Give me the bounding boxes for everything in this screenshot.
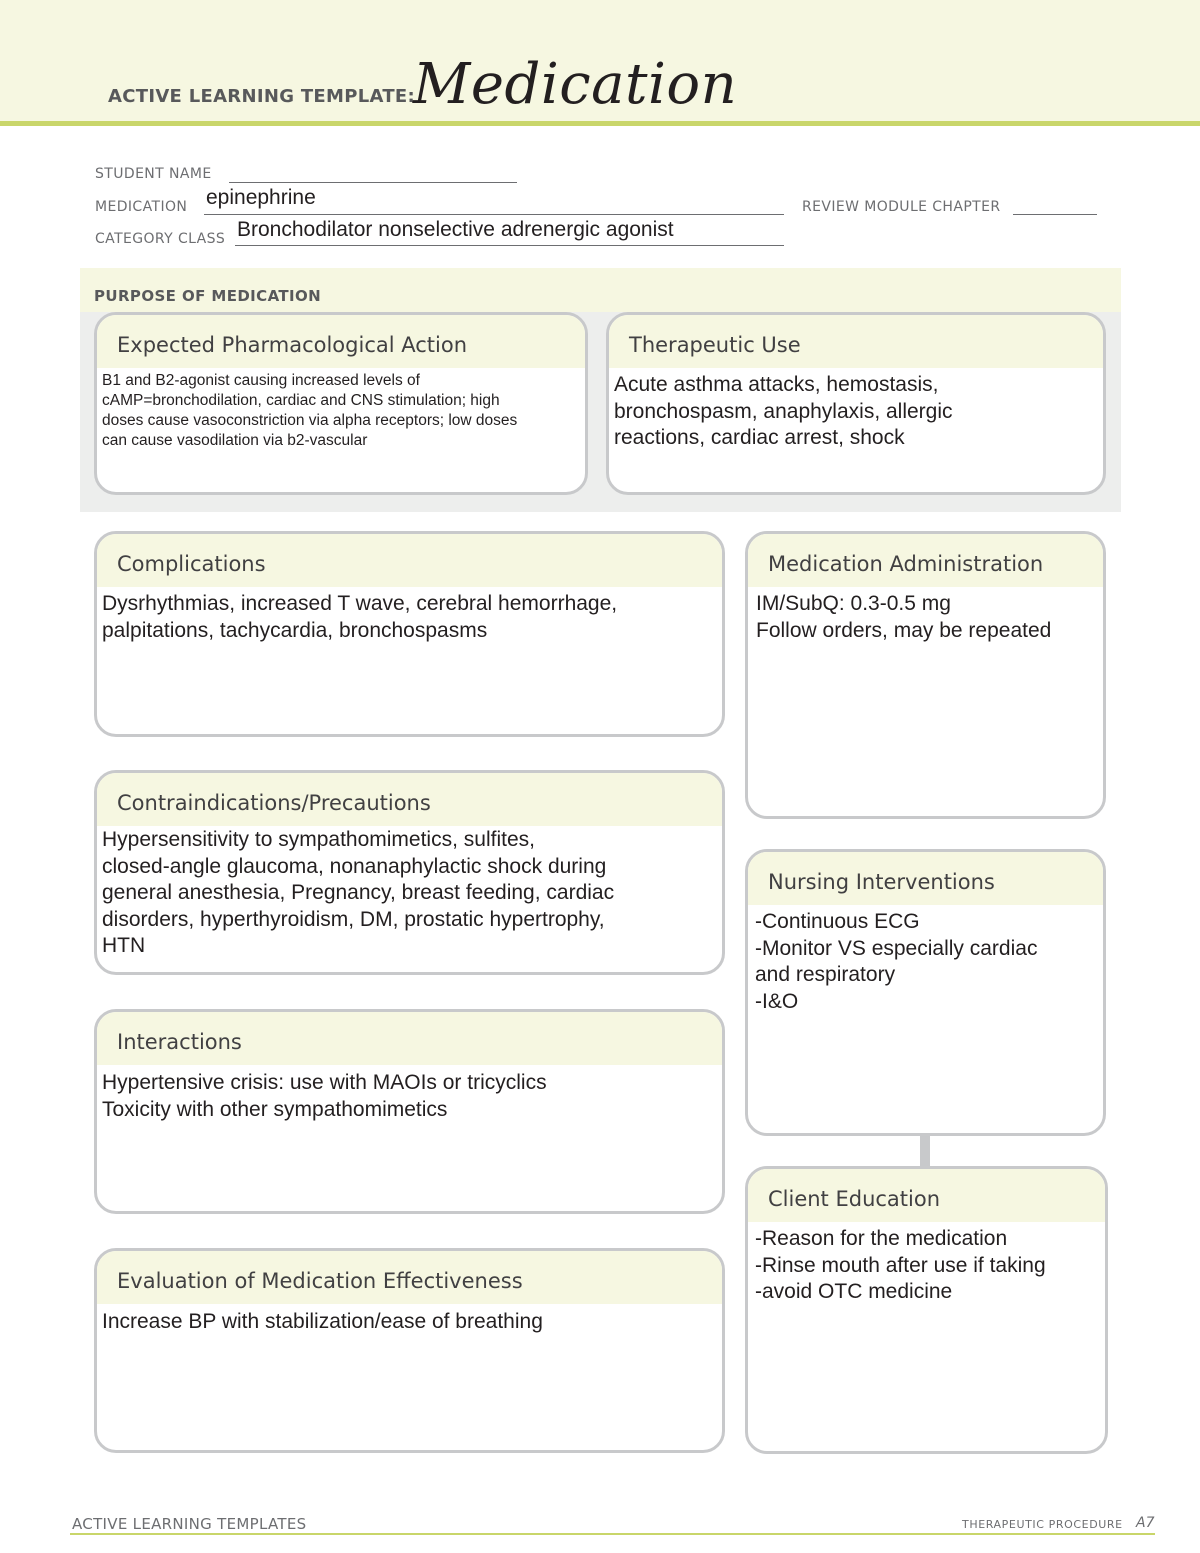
text-line: Toxicity with other sympathomimetics [102,1097,448,1121]
student-name-field[interactable] [229,182,517,183]
medication-field[interactable] [204,214,784,215]
text-line: general anesthesia, Pregnancy, breast feeding, cardiac [102,881,615,904]
evaluation-title: Evaluation of Medication Effectiveness [97,1251,722,1304]
expected-action-card [94,312,588,495]
footer-title: ACTIVE LEARNING TEMPLATES [72,1515,307,1533]
evaluation-text[interactable] [97,1304,722,1336]
text-line: -Rinse mouth after use if taking [755,1253,1046,1277]
text-line: and respiratory [755,963,896,986]
interactions-card [94,1009,725,1214]
text-line: Hypertensive crisis: use with MAOIs or tricyclics [102,1071,547,1094]
text-line: HTN [102,934,146,957]
review-module-chapter-label: REVIEW MODULE CHAPTER [802,199,1001,215]
review-module-chapter-field[interactable] [1013,214,1097,215]
text-line: can cause vasodilation via b2-vascular [102,432,368,449]
contraindications-text[interactable] [97,826,722,960]
interactions-text[interactable] [97,1065,722,1123]
text-line: doses cause vasoconstriction via alpha receptors; low doses [102,412,518,429]
template-label: ACTIVE LEARNING TEMPLATE: [108,86,415,107]
text-line: palpitations, tachycardia, bronchospasms [102,618,488,642]
client-education-title: Client Education [748,1169,1105,1222]
student-name-label: STUDENT NAME [95,166,212,182]
footer-section: THERAPEUTIC PROCEDURE [962,1518,1123,1531]
expected-action-text[interactable] [97,368,585,451]
therapeutic-use-text[interactable] [609,368,1103,452]
column-connector [920,1134,930,1166]
text-line: reactions, cardiac arrest, shock [614,426,905,449]
complications-text[interactable] [97,587,722,644]
header-rule [0,121,1200,126]
text-line: closed-angle glaucoma, nonanaphylactic shock during [102,854,607,878]
purpose-label: PURPOSE OF MEDICATION [94,287,322,305]
page-title: Medication [413,52,738,117]
text-line: cAMP=bronchodilation, cardiac and CNS stimulation; high [102,392,500,409]
category-class-label: CATEGORY CLASS [95,231,226,247]
category-class-value: Bronchodilator nonselective adrenergic agonist [237,218,674,241]
text-line: Increase BP with stabilization/ease of breathing [102,1310,543,1333]
client-education-card [745,1166,1108,1454]
evaluation-card [94,1248,725,1453]
complications-card [94,531,725,737]
text-line: -Reason for the medication [755,1227,1008,1250]
text-line: -I&O [755,989,799,1013]
page-number: A7 [1136,1515,1155,1531]
medication-label: MEDICATION [95,199,188,215]
administration-text[interactable] [748,587,1103,644]
nursing-interventions-title: Nursing Interventions [748,852,1103,905]
text-line: disorders, hyperthyroidism, DM, prostatic hypertrophy, [102,907,605,931]
text-line: IM/SubQ: 0.3-0.5 mg [756,592,951,615]
client-education-text[interactable] [748,1222,1105,1306]
text-line: Dysrhythmias, increased T wave, cerebral hemorrhage, [102,592,618,615]
expected-action-title: Expected Pharmacological Action [97,315,585,368]
administration-title: Medication Administration [748,534,1103,587]
nursing-interventions-text[interactable] [748,905,1103,1015]
contraindications-title: Contraindications/Precautions [97,773,722,826]
nursing-interventions-card [745,849,1106,1136]
complications-title: Complications [97,534,722,587]
text-line: -Monitor VS especially cardiac [755,936,1038,960]
text-line: B1 and B2-agonist causing increased levels of [102,372,420,389]
text-line: bronchospasm, anaphylaxis, allergic [614,399,953,423]
text-line: -avoid OTC medicine [755,1280,953,1303]
administration-card [745,531,1106,819]
therapeutic-use-title: Therapeutic Use [609,315,1103,368]
category-class-field[interactable] [235,245,784,246]
text-line: Hypersensitivity to sympathomimetics, sulfites, [102,828,535,851]
footer-rule [70,1533,1155,1535]
interactions-title: Interactions [97,1012,722,1065]
contraindications-card [94,770,725,975]
therapeutic-use-card [606,312,1106,495]
text-line: Follow orders, may be repeated [756,618,1052,642]
medication-value: epinephrine [206,186,316,209]
text-line: -Continuous ECG [755,910,920,933]
text-line: Acute asthma attacks, hemostasis, [614,373,939,396]
